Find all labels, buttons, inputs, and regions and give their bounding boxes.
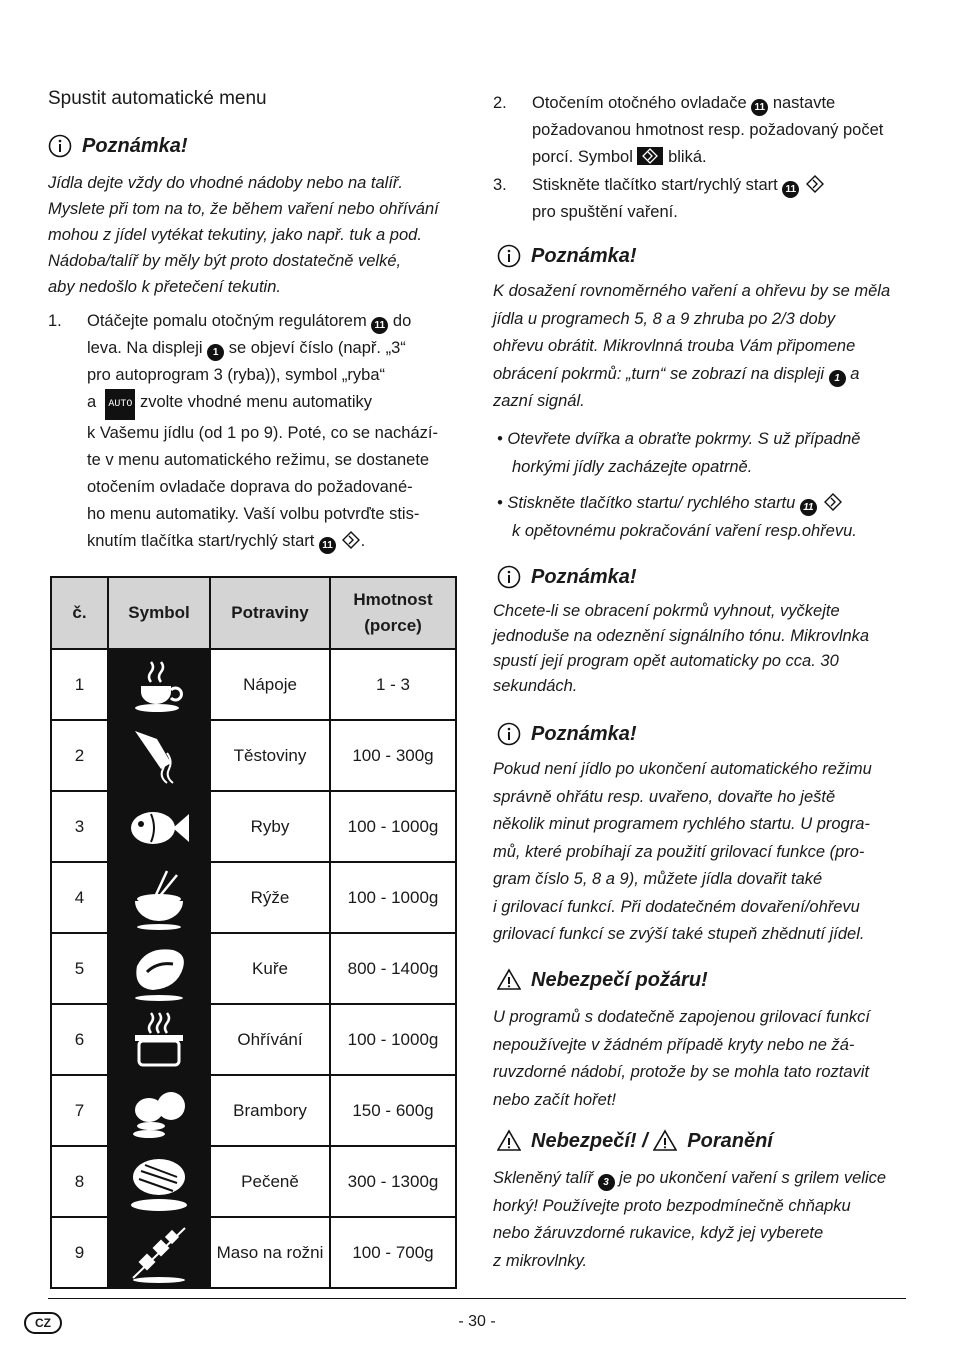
warning-icon <box>497 1129 521 1153</box>
weight: 100 - 1000g <box>330 791 456 862</box>
row-number: 9 <box>51 1217 108 1288</box>
table-row <box>51 791 456 862</box>
warning-heading: Nebezpečí požáru! <box>497 968 708 992</box>
table-row <box>51 720 456 791</box>
note-heading: Poznámka! <box>497 565 637 589</box>
section-title: Spustit automatické menu <box>48 88 267 109</box>
bullet-item: • Otevřete dvířka a obraťte pokrmy. S už případně horkými jídly zacházejte opatrně. <box>497 430 861 476</box>
info-icon <box>48 134 72 158</box>
col-header: Potraviny <box>210 577 330 649</box>
weight: 300 - 1300g <box>330 1146 456 1217</box>
row-number: 7 <box>51 1075 108 1146</box>
start-diamond-icon <box>804 174 826 194</box>
table-row <box>51 933 456 1004</box>
start-button-badge: 11 <box>319 537 336 554</box>
row-number: 1 <box>51 649 108 720</box>
weight: 100 - 1000g <box>330 862 456 933</box>
row-number: 5 <box>51 933 108 1004</box>
warning-icon <box>497 968 521 992</box>
footer-divider <box>48 1298 906 1299</box>
table-row <box>51 1146 456 1217</box>
weight: 100 - 700g <box>330 1217 456 1288</box>
skewer-icon <box>108 1217 210 1288</box>
food-name: Brambory <box>210 1075 330 1146</box>
control-knob-badge: 11 <box>371 317 388 334</box>
food-name: Nápoje <box>210 649 330 720</box>
table-row <box>51 1075 456 1146</box>
cup-icon <box>108 649 210 720</box>
weight: 150 - 600g <box>330 1075 456 1146</box>
chicken-icon <box>108 933 210 1004</box>
info-icon <box>497 244 521 268</box>
info-icon <box>497 722 521 746</box>
warning-text: Skleněný talíř 3 je po ukončení vaření s grilem velice horký! Používejte proto bezpodmínečně chňapku nebo žáruvzdorné rukavice, když jej vyberete z mikrovlnky. <box>493 1169 887 1270</box>
food-name: Rýže <box>210 862 330 933</box>
warning-heading: Nebezpečí! / Poranění <box>497 1129 773 1153</box>
note-text: Jídla dejte vždy do vhodné nádoby nebo na talíř. Myslete při tom na to, že během vaření nebo ohřívání mohou z jídel vytékat tekutiny, jako např. tuk a pod. Nádoba/talíř by měly být proto dostatečně velké, aby nedošlo k přetečení tekutin. <box>48 174 439 296</box>
table-row <box>51 862 456 933</box>
row-number: 3 <box>51 791 108 862</box>
step-2: 2. Otočením otočného ovladače 11 nastavte požadovanou hmotnost resp. požadovaný počet porcí. Symbol bliká. <box>493 94 884 166</box>
col-header: Hmotnost (porce) <box>330 577 456 649</box>
food-name: Těstoviny <box>210 720 330 791</box>
note-text: Pokud není jídlo po ukončení automatického režimu správně ohřátu resp. uvařeno, dovařte ho ještě několik minut programem rychlého startu. U progra- mů, které probíhají za použití grilovací funkce (pro- gram číslo 5, 8 a 9), můžete jídla dovařit také i grilovací funkcí. Při dodatečném dovaření/ohřevu grilovací funkcí se zvýší také stupeň zhědnutí jídel. <box>493 760 872 943</box>
weight: 1 - 3 <box>330 649 456 720</box>
display-badge: 1 <box>207 344 224 361</box>
auto-menu-table <box>50 576 457 1289</box>
weight: 100 - 1000g <box>330 1004 456 1075</box>
table-row <box>51 649 456 720</box>
auto-symbol: AUTO <box>105 389 135 420</box>
rice-bowl-icon <box>108 862 210 933</box>
step-3: 3. Stiskněte tlačítko start/rychlý start 11 pro spuštění vaření. <box>493 172 909 226</box>
weight: 800 - 1400g <box>330 933 456 1004</box>
row-number: 6 <box>51 1004 108 1075</box>
row-number: 4 <box>51 862 108 933</box>
potato-icon <box>108 1075 210 1146</box>
fish-icon <box>108 791 210 862</box>
table-row <box>51 1217 456 1288</box>
col-header: Symbol <box>108 577 210 649</box>
start-diamond-icon <box>341 530 361 550</box>
step-1: 1. Otáčejte pomalu otočným regulátorem 11 do leva. Na displeji 1 se objeví číslo (např. „3“ pro autoprogram 3 (ryba)), symbol „ryba“ a AUTO zvolte vhodné menu automatiky k Vašemu jídlu (od 1 po 9). Poté, co se nachází- te v menu automatického režimu, se dostanete otočením ovladače doprava do požadované- ho menu automatiky. Vaší volbu potvrďte stis- knutím tlačítka start/rychlý start 11 . <box>48 308 460 555</box>
bullet-item: • Stiskněte tlačítko startu/ rychlého startu 11 k opětovnému pokračování vaření resp.ohřevu. <box>497 494 857 540</box>
pot-icon <box>108 1004 210 1075</box>
roast-icon <box>108 1146 210 1217</box>
row-number: 8 <box>51 1146 108 1217</box>
warning-icon <box>653 1129 677 1153</box>
note-text: K dosažení rovnoměrného vaření a ohřevu by se měla jídla u programech 5, 8 a 9 zhruba po 2/3 doby ohřevu obrátit. Mikrovlnná trouba Vám připomene obrácení pokrmů: „turn“ se zobrazí na displeji 1 a zazní signál. <box>493 282 891 410</box>
pasta-icon <box>108 720 210 791</box>
page-number: - 30 - <box>458 1313 496 1330</box>
weight-symbol-icon <box>637 147 663 165</box>
food-name: Kuře <box>210 933 330 1004</box>
col-header: č. <box>51 577 108 649</box>
food-name: Ryby <box>210 791 330 862</box>
table-row <box>51 1004 456 1075</box>
note-heading: Poznámka! <box>48 134 188 158</box>
food-name: Maso na rožni <box>210 1217 330 1288</box>
note-heading: Poznámka! <box>497 244 637 268</box>
food-name: Pečeně <box>210 1146 330 1217</box>
warning-text: U programů s dodatečně zapojenou grilovací funkcí nepoužívejte v žádném případě kryty nebo ne žá- ruvzdorné nádobí, protože by se mohla tato roztavit nebo začít hořet! <box>493 1008 870 1109</box>
note-heading: Poznámka! <box>497 722 637 746</box>
note-text: Chcete-li se obracení pokrmů vyhnout, vyčkejte jednoduše na odeznění signálního tónu. Mikrovlnka spustí její program opět automaticky po cca. 30 sekundách. <box>493 602 870 695</box>
language-badge: CZ <box>24 1312 62 1334</box>
info-icon <box>497 565 521 589</box>
start-diamond-icon <box>822 492 844 512</box>
weight: 100 - 300g <box>330 720 456 791</box>
row-number: 2 <box>51 720 108 791</box>
food-name: Ohřívání <box>210 1004 330 1075</box>
